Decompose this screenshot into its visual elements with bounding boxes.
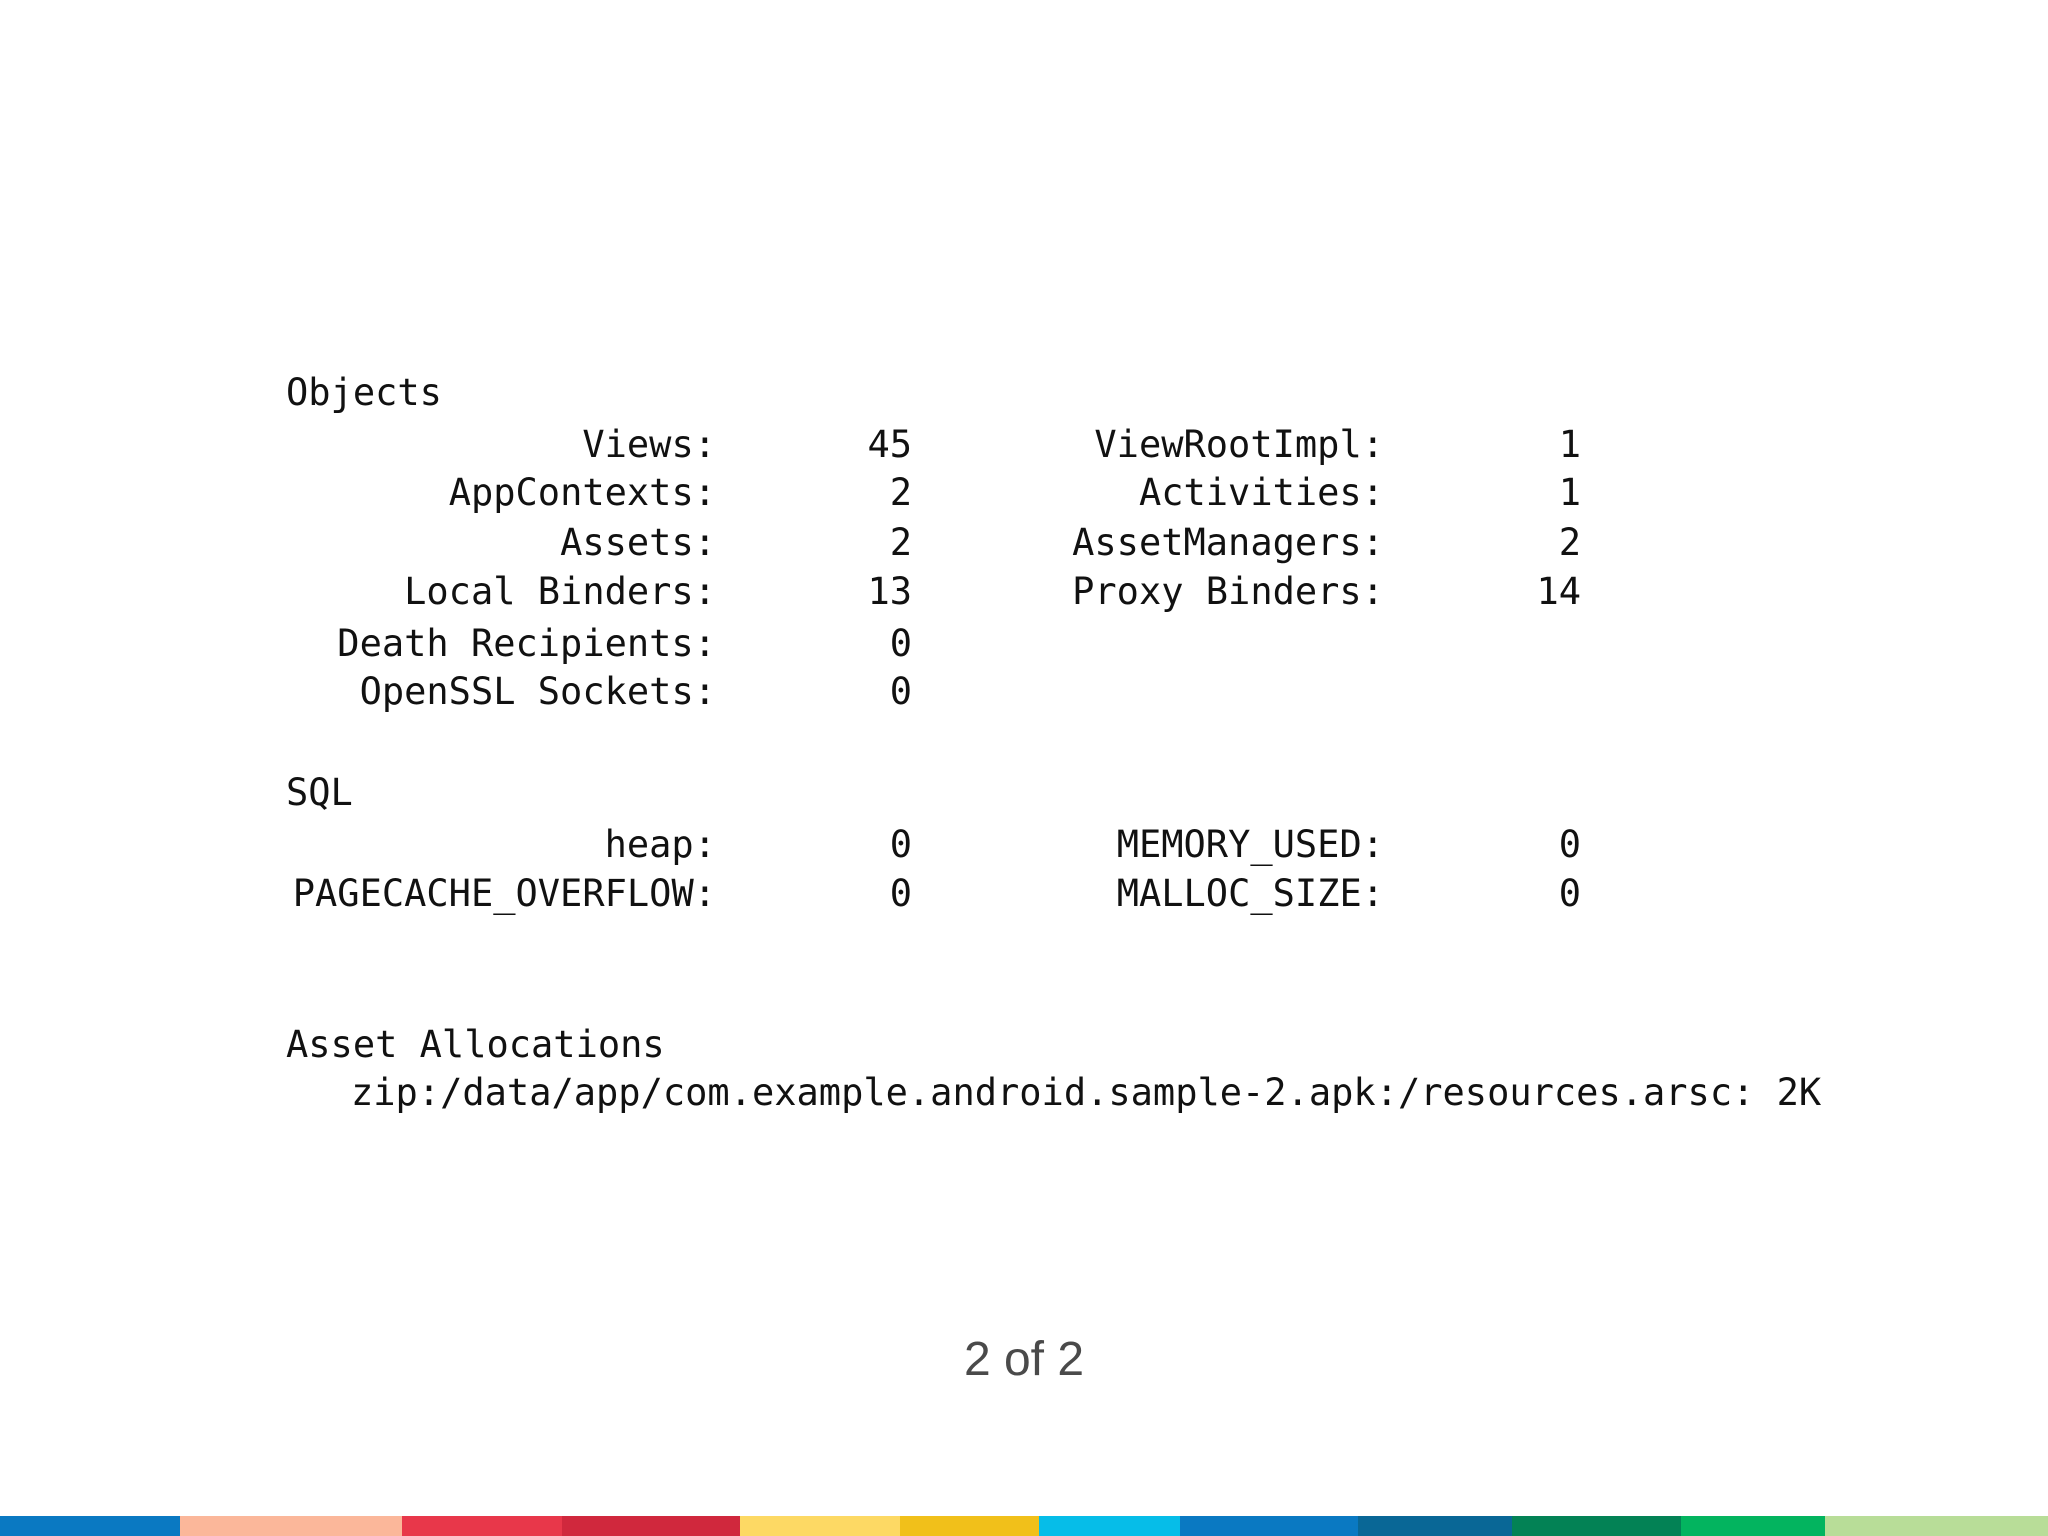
value-malloc-size: 0 xyxy=(1558,872,1581,915)
color-strip-segment xyxy=(1512,1516,1681,1536)
color-strip-segment xyxy=(402,1516,562,1536)
label-openssl-sockets: OpenSSL Sockets: xyxy=(359,670,716,713)
value-death-recipients: 0 xyxy=(889,622,912,665)
label-death-recipients: Death Recipients: xyxy=(337,622,716,665)
value-viewrootimpl: 1 xyxy=(1558,423,1581,466)
label-assetmanagers: AssetManagers: xyxy=(1072,521,1384,564)
color-strip-segment xyxy=(562,1516,740,1536)
section-title-asset-allocations: Asset Allocations xyxy=(286,1023,665,1066)
section-title-objects: Objects xyxy=(286,371,442,414)
color-strip-segment xyxy=(1825,1516,2048,1536)
label-viewrootimpl: ViewRootImpl: xyxy=(1094,423,1384,466)
color-strip-segment xyxy=(740,1516,900,1536)
value-proxy-binders: 14 xyxy=(1536,570,1581,613)
value-activities: 1 xyxy=(1558,471,1581,514)
label-pagecache-overflow: PAGECACHE_OVERFLOW: xyxy=(292,872,716,915)
label-views: Views: xyxy=(582,423,716,466)
label-proxy-binders: Proxy Binders: xyxy=(1072,570,1384,613)
label-assets: Assets: xyxy=(560,521,716,564)
label-heap: heap: xyxy=(604,823,716,866)
section-title-sql: SQL xyxy=(286,771,353,814)
label-local-binders: Local Binders: xyxy=(404,570,716,613)
color-strip-segment xyxy=(900,1516,1039,1536)
color-strip-segment xyxy=(1358,1516,1512,1536)
label-memory-used: MEMORY_USED: xyxy=(1116,823,1384,866)
value-memory-used: 0 xyxy=(1558,823,1581,866)
value-heap: 0 xyxy=(889,823,912,866)
value-assetmanagers: 2 xyxy=(1558,521,1581,564)
value-local-binders: 13 xyxy=(867,570,912,613)
color-strip-segment xyxy=(180,1516,402,1536)
page-indicator: 2 of 2 xyxy=(963,1333,1085,1386)
color-strip-segment xyxy=(1681,1516,1825,1536)
color-strip-segment xyxy=(1180,1516,1358,1536)
value-appcontexts: 2 xyxy=(889,471,912,514)
color-strip xyxy=(0,1516,2048,1536)
label-activities: Activities: xyxy=(1138,471,1384,514)
label-appcontexts: AppContexts: xyxy=(448,471,716,514)
value-views: 45 xyxy=(867,423,912,466)
value-pagecache-overflow: 0 xyxy=(889,872,912,915)
asset-allocation-entry: zip:/data/app/com.example.android.sample-2.apk:/resources.arsc: 2K xyxy=(351,1071,1822,1114)
value-assets: 2 xyxy=(889,521,912,564)
label-malloc-size: MALLOC_SIZE: xyxy=(1116,872,1384,915)
value-openssl-sockets: 0 xyxy=(889,670,912,713)
color-strip-segment xyxy=(0,1516,180,1536)
color-strip-segment xyxy=(1039,1516,1180,1536)
